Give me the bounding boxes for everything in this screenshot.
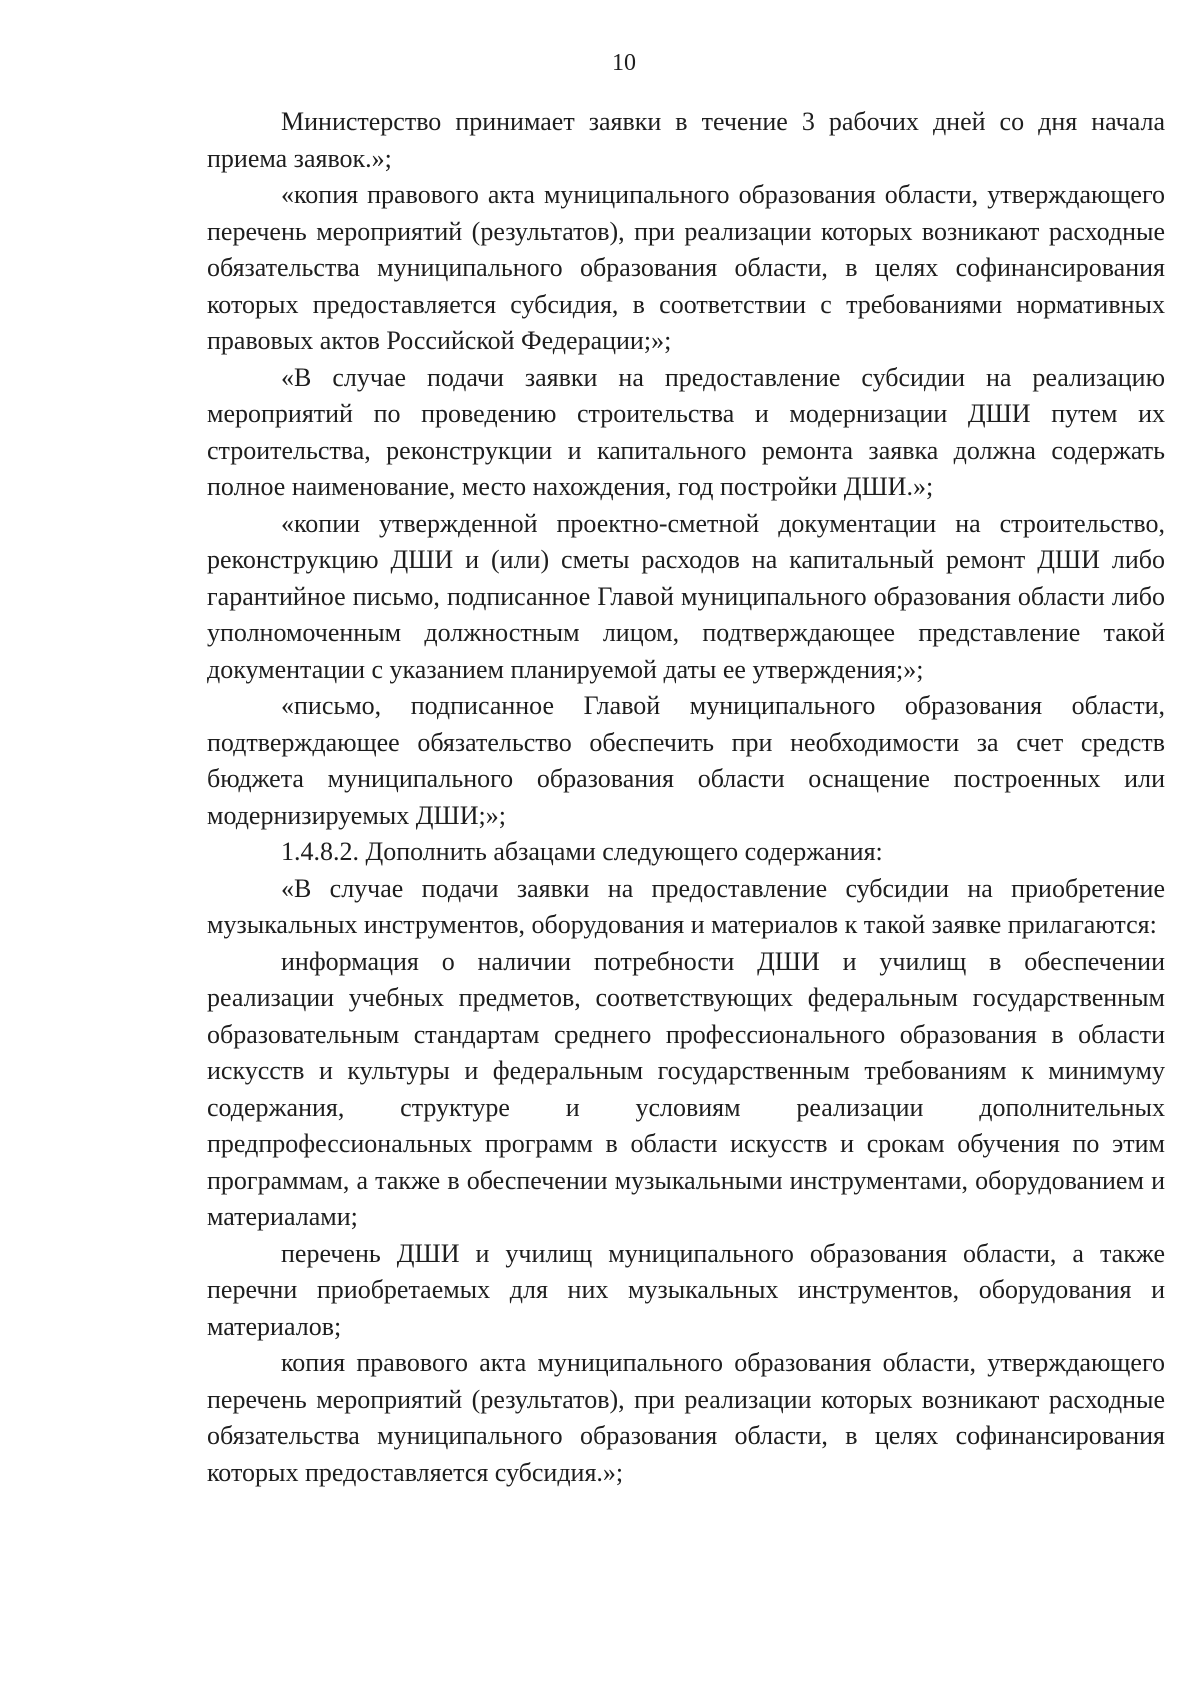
paragraph: «В случае подачи заявки на предоставление субсидии на приобретение музыкальных инструментов, оборудования и материалов к такой заявке прилагаются:	[207, 873, 1165, 939]
paragraph: копия правового акта муниципального образования области, утверждающего перечень мероприятий (результатов), при реализации которых возникают расходные обязательства муниципального образования области, в целях софинансирования которых предоставляется субсидия.»;	[207, 1348, 1165, 1487]
paragraph: Министерство принимает заявки в течение 3 рабочих дней со дня начала приема заявок.»;	[207, 107, 1165, 173]
paragraph: 1.4.8.2. Дополнить абзацами следующего содержания:	[281, 837, 883, 866]
paragraph: информация о наличии потребности ДШИ и училищ в обеспечении реализации учебных предметов, соответствующих федеральным государственным образовательным стандартам среднего профессионального образования в области искусств и культуры и федеральным государственным требованиям к минимуму содержания, структуре и условиям реализации дополнительных предпрофессиональных программ в области искусств и срокам обучения по этим программам, а также в обеспечении музыкальными инструментами, оборудованием и материалами;	[207, 946, 1165, 1231]
paragraph: «В случае подачи заявки на предоставление субсидии на реализацию мероприятий по проведению строительства и модернизации ДШИ путем их строительства, реконструкции и капитального ремонта заявка должна содержать полное наименование, место нахождения, год постройки ДШИ.»;	[207, 362, 1165, 501]
page-number: 10	[612, 50, 636, 76]
paragraph: «копии утвержденной проектно-сметной документации на строительство, реконструкцию ДШИ и (или) сметы расходов на капитальный ремонт ДШИ либо гарантийное письмо, подписанное Главой муниципального образования области либо уполномоченным должностным лицом, подтверждающее представление такой документации с указанием планируемой даты ее утверждения;»;	[207, 508, 1165, 684]
paragraph: перечень ДШИ и училищ муниципального образования области, а также перечни приобретаемых для них музыкальных инструментов, оборудования и материалов;	[207, 1238, 1165, 1341]
document-body	[207, 104, 1165, 1491]
paragraph: «письмо, подписанное Главой муниципального образования области, подтверждающее обязательство обеспечить при необходимости за счет средств бюджета муниципального образования области оснащение построенных или модернизируемых ДШИ;»;	[207, 691, 1165, 830]
paragraph: «копия правового акта муниципального образования области, утверждающего перечень мероприятий (результатов), при реализации которых возникают расходные обязательства муниципального образования области, в целях софинансирования которых предоставляется субсидия, в соответствии с требованиями нормативных правовых актов Российской Федерации;»;	[207, 180, 1165, 355]
